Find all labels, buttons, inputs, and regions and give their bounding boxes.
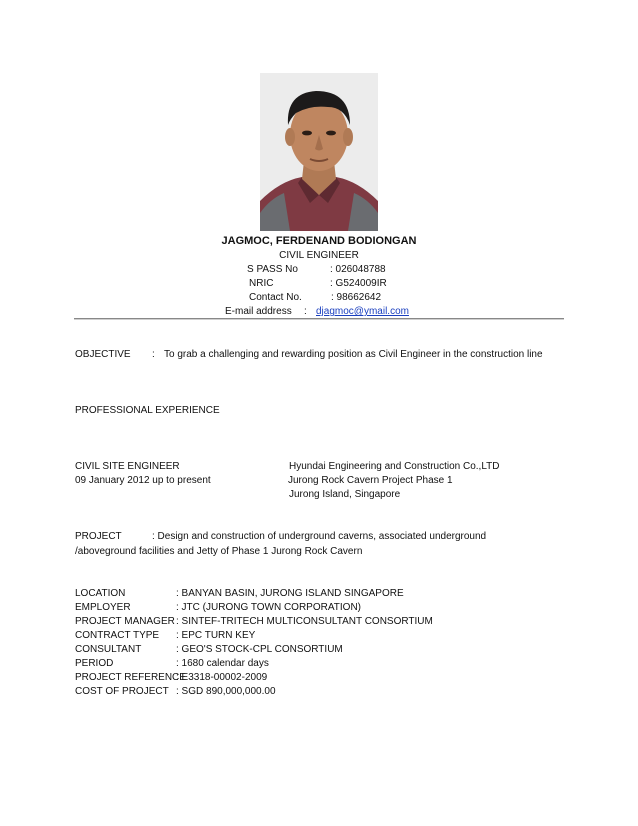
nric-label: NRIC	[249, 278, 274, 289]
objective-label: OBJECTIVE	[75, 349, 131, 360]
detail-label: LOCATION	[75, 588, 126, 599]
project-description-line1: : Design and construction of underground caverns, associated underground	[152, 531, 487, 542]
profile-photo	[260, 73, 378, 231]
spass-value: : 026048788	[330, 264, 386, 275]
project-name: Jurong Rock Cavern Project Phase 1	[288, 475, 453, 486]
job-title: CIVIL ENGINEER	[279, 250, 359, 261]
detail-label: COST OF PROJECT	[75, 686, 169, 697]
detail-label: CONTRACT TYPE	[75, 630, 160, 641]
detail-label: PROJECT REFERENCE	[75, 672, 186, 683]
detail-value: : SGD 890,000,000.00	[176, 686, 276, 697]
employment-period: 09 January 2012 up to present	[75, 475, 211, 486]
detail-value: : SINTEF-TRITECH MULTICONSULTANT CONSORTIUM	[176, 616, 433, 627]
detail-value: : E3318-00002-2009	[176, 672, 268, 683]
email-link[interactable]: djagmoc@ymail.com	[316, 306, 409, 317]
contact-label: Contact No.	[249, 292, 302, 303]
detail-value: : EPC TURN KEY	[176, 630, 256, 641]
objective-separator: :	[152, 349, 155, 360]
header-divider	[74, 318, 564, 320]
email-separator: :	[304, 306, 307, 317]
detail-value: : 1680 calendar days	[176, 658, 269, 669]
experience-heading: PROFESSIONAL EXPERIENCE	[75, 405, 220, 416]
spass-label: S PASS No	[247, 264, 298, 275]
project-description-line2: /aboveground facilities and Jetty of Phase 1 Jurong Rock Cavern	[75, 546, 363, 557]
detail-value: : JTC (JURONG TOWN CORPORATION)	[176, 602, 361, 613]
detail-value: : BANYAN BASIN, JURONG ISLAND SINGAPORE	[176, 588, 404, 599]
company-name: Hyundai Engineering and Construction Co.,LTD	[289, 461, 500, 472]
detail-label: EMPLOYER	[75, 602, 131, 613]
detail-label: CONSULTANT	[75, 644, 142, 655]
candidate-name: JAGMOC, FERDENAND BODIONGAN	[221, 235, 417, 247]
objective-text: To grab a challenging and rewarding position as Civil Engineer in the construction line	[164, 349, 543, 360]
contact-value: : 98662642	[331, 292, 382, 303]
project-location: Jurong Island, Singapore	[289, 489, 401, 500]
project-label: PROJECT	[75, 531, 122, 542]
position-title: CIVIL SITE ENGINEER	[75, 461, 180, 472]
detail-label: PROJECT MANAGER	[75, 616, 175, 627]
email-label: E-mail address	[225, 306, 292, 317]
detail-label: PERIOD	[75, 658, 114, 669]
nric-value: : G524009IR	[330, 278, 387, 289]
portrait-image	[260, 73, 378, 231]
detail-value: : GEO'S STOCK-CPL CONSORTIUM	[176, 644, 343, 655]
